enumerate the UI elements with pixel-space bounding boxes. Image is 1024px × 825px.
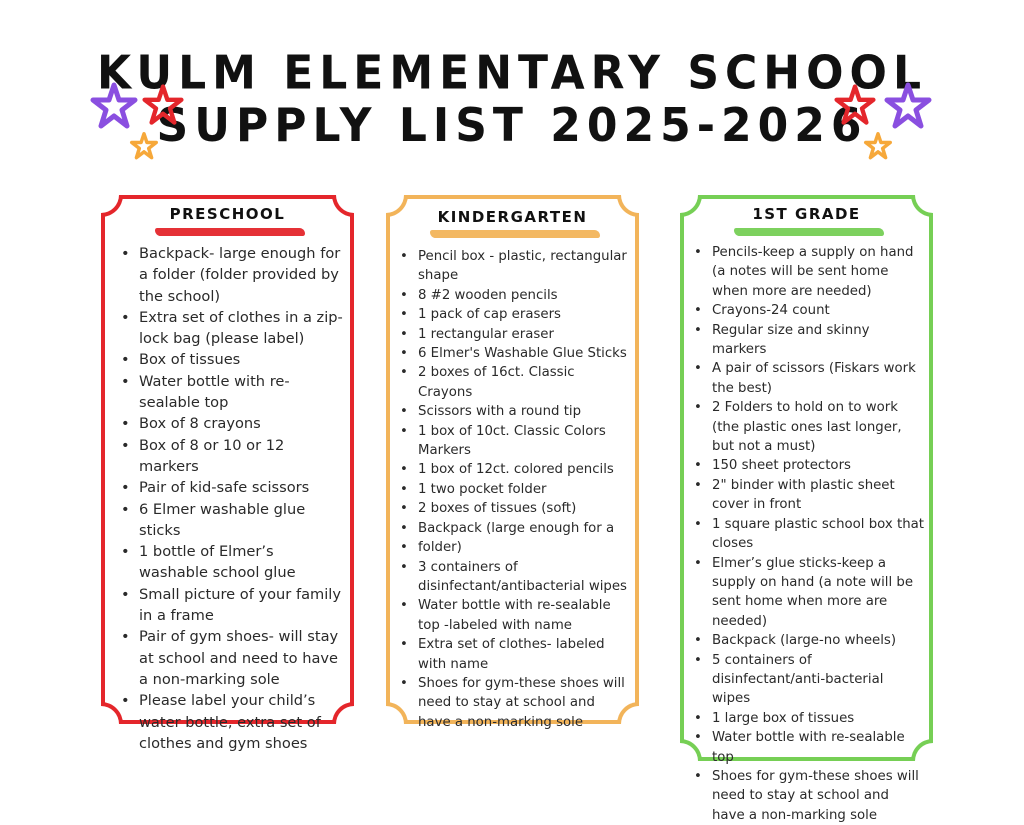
- list-item: • Extra set of clothes- labeled with name: [398, 635, 631, 674]
- heading-underline: [430, 230, 600, 238]
- list-item: • Box of 8 crayons: [119, 413, 344, 434]
- title-line-1: KULM ELEMENTARY SCHOOL: [97, 46, 927, 100]
- list-item: • folder): [398, 538, 631, 557]
- list-item: • Extra set of clothes in a zip-lock bag (please label): [119, 307, 344, 350]
- list-item: • Regular size and skinny markers: [692, 321, 925, 360]
- list-item: • Scissors with a round tip: [398, 402, 631, 421]
- list-item: • 6 Elmer's Washable Glue Sticks: [398, 344, 631, 363]
- list-item: • Small picture of your family in a frame: [119, 584, 344, 627]
- star-icon: [90, 82, 138, 130]
- list-item: • Shoes for gym-these shoes will need to stay at school and have a non-marking sole: [692, 767, 925, 825]
- star-icon: [142, 84, 184, 126]
- left-star-cluster: [88, 80, 198, 170]
- list-item: • Backpack (large enough for a: [398, 519, 631, 538]
- list-item: • Water bottle with re-sealable top -labeled with name: [398, 596, 631, 635]
- list-item: • 1 box of 12ct. colored pencils: [398, 460, 631, 479]
- list-item: • Box of tissues: [119, 349, 344, 370]
- list-item: • 1 two pocket folder: [398, 480, 631, 499]
- heading-underline: [734, 228, 884, 236]
- list-item: • Please label your child’s water bottle, extra set of clothes and gym shoes: [119, 690, 344, 754]
- list-item: • A pair of scissors (Fiskars work the best): [692, 359, 925, 398]
- right-star-cluster: [832, 80, 942, 170]
- list-item: • Backpack- large enough for a folder (folder provided by the school): [119, 243, 344, 307]
- list-item: • 1 bottle of Elmer’s washable school glue: [119, 541, 344, 584]
- list-item: • Pair of kid-safe scissors: [119, 477, 344, 498]
- list-item: • Box of 8 or 10 or 12 markers: [119, 435, 344, 478]
- preschool-heading: PRESCHOOL: [169, 205, 286, 223]
- kindergarten-heading: KINDERGARTEN: [437, 208, 588, 226]
- star-icon: [834, 84, 876, 126]
- list-item: • 2 boxes of 16ct. Classic Crayons: [398, 363, 631, 402]
- list-item: • 1 large box of tissues: [692, 709, 925, 728]
- kindergarten-list: [398, 247, 631, 732]
- list-item: • 2 boxes of tissues (soft): [398, 499, 631, 518]
- list-item: • Pencil box - plastic, rectangular shape: [398, 247, 631, 286]
- list-item: • Pair of gym shoes- will stay at school and need to have a non-marking sole: [119, 626, 344, 690]
- list-item: • 2" binder with plastic sheet cover in front: [692, 476, 925, 515]
- list-item: • 3 containers of disinfectant/antibacterial wipes: [398, 558, 631, 597]
- first-grade-list: [692, 243, 925, 825]
- list-item: • Water bottle with re-sealable top: [692, 728, 925, 767]
- list-item: • Crayons-24 count: [692, 301, 925, 320]
- preschool-list: [119, 243, 344, 754]
- list-item: • Pencils-keep a supply on hand (a notes will be sent home when more are needed): [692, 243, 925, 301]
- list-item: • Water bottle with re-sealable top: [119, 371, 344, 414]
- list-item: • Backpack (large-no wheels): [692, 631, 925, 650]
- list-item: • 2 Folders to hold on to work (the plastic ones last longer, but not a must): [692, 398, 925, 456]
- list-item: • 150 sheet protectors: [692, 456, 925, 475]
- first-grade-card: [680, 195, 933, 823]
- star-icon: [884, 82, 932, 130]
- list-item: • 5 containers of disinfectant/anti-bacterial wipes: [692, 651, 925, 709]
- list-item: • 1 pack of cap erasers: [398, 305, 631, 324]
- list-item: • 8 #2 wooden pencils: [398, 286, 631, 305]
- list-item: • 1 square plastic school box that closes: [692, 515, 925, 554]
- kindergarten-card: [386, 195, 639, 730]
- list-item: • Shoes for gym-these shoes will need to stay at school and have a non-marking sole: [398, 674, 631, 732]
- list-item: • 6 Elmer washable glue sticks: [119, 499, 344, 542]
- star-icon: [130, 132, 158, 160]
- preschool-card: [101, 195, 354, 752]
- heading-underline: [155, 228, 305, 236]
- list-item: • 1 rectangular eraser: [398, 325, 631, 344]
- list-item: • 1 box of 10ct. Classic Colors Markers: [398, 422, 631, 461]
- star-icon: [864, 132, 892, 160]
- title-line-2: SUPPLY LIST 2025-2026: [156, 98, 868, 153]
- list-item: • Elmer’s glue sticks-keep a supply on hand (a note will be sent home when more are needed): [692, 554, 925, 632]
- first-grade-heading: 1ST GRADE: [752, 205, 861, 223]
